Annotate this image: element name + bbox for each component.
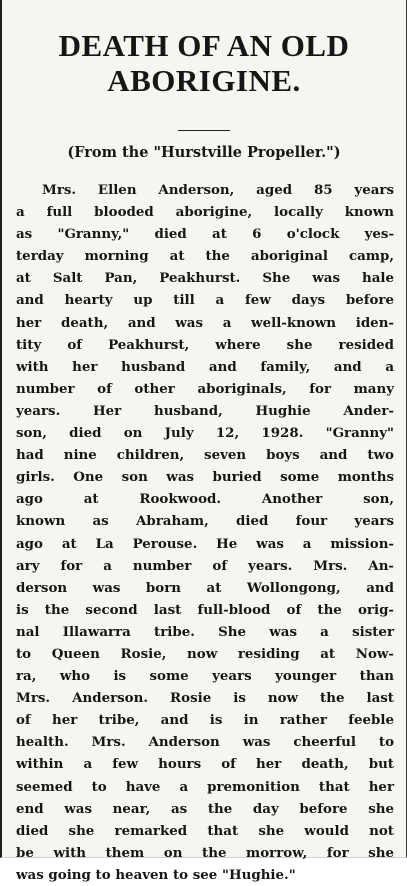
article-line: years. Her husband, Hughie Ander- xyxy=(16,402,394,419)
article-line: had nine children, seven boys and two xyxy=(16,447,394,464)
article-line: girls. One son was buried some months xyxy=(16,469,394,486)
article-line: Mrs. Anderson. Rosie is now the last xyxy=(16,690,394,707)
article-line: died she remarked that she would not xyxy=(16,822,394,839)
divider-rule xyxy=(178,130,230,131)
article-line: ago at Rookwood. Another son, xyxy=(16,491,394,508)
article-line: a full blooded aborigine, locally known xyxy=(16,204,394,221)
headline xyxy=(2,0,406,98)
article-line: within a few hours of her death, but xyxy=(16,756,394,773)
article-line: tity of Peakhurst, where she resided xyxy=(16,336,394,353)
article-line: ra, who is some years younger than xyxy=(16,668,394,685)
headline-line: DEATH OF AN OLD xyxy=(58,28,350,63)
article-line: known as Abraham, died four years xyxy=(16,513,394,530)
article-line: at Salt Pan, Peakhurst. She was hale xyxy=(16,270,394,287)
article-line: as "Granny," died at 6 o'clock yes- xyxy=(16,226,394,243)
source-credit: (From the "Hurstville Propeller.") xyxy=(67,144,341,161)
article-line: to Queen Rosie, now residing at Now- xyxy=(16,645,394,662)
article-line: terday morning at the aboriginal camp, xyxy=(16,248,394,265)
article-line: end was near, as the day before she xyxy=(16,800,394,817)
article-line: was going to heaven to see "Hughie." xyxy=(16,866,296,883)
article-line: and hearty up till a few days before xyxy=(16,292,394,309)
article-line: health. Mrs. Anderson was cheerful to xyxy=(16,734,394,751)
article-line: number of other aboriginals, for many xyxy=(16,380,394,397)
article-line: nal Illawarra tribe. She was a sister xyxy=(16,623,394,640)
article-body xyxy=(2,179,406,886)
article-line: son, died on July 12, 1928. "Granny" xyxy=(16,425,394,442)
article-line: Mrs. Ellen Anderson, aged 85 years xyxy=(42,182,394,198)
article-line: ago at La Perouse. He was a mission- xyxy=(16,535,394,552)
article-line: seemed to have a premonition that her xyxy=(16,778,394,795)
headline-line: ABORIGINE. xyxy=(107,63,301,98)
article-line: ary for a number of years. Mrs. An- xyxy=(16,557,394,574)
article-line: be with them on the morrow, for she xyxy=(16,844,394,861)
article-line: derson was born at Wollongong, and xyxy=(16,579,394,596)
article-line: of her tribe, and is in rather feeble xyxy=(16,712,394,729)
article-line: with her husband and family, and a xyxy=(16,358,394,375)
article-line: her death, and was a well-known iden- xyxy=(16,314,394,331)
article-line: is the second last full-blood of the orig- xyxy=(16,601,394,618)
